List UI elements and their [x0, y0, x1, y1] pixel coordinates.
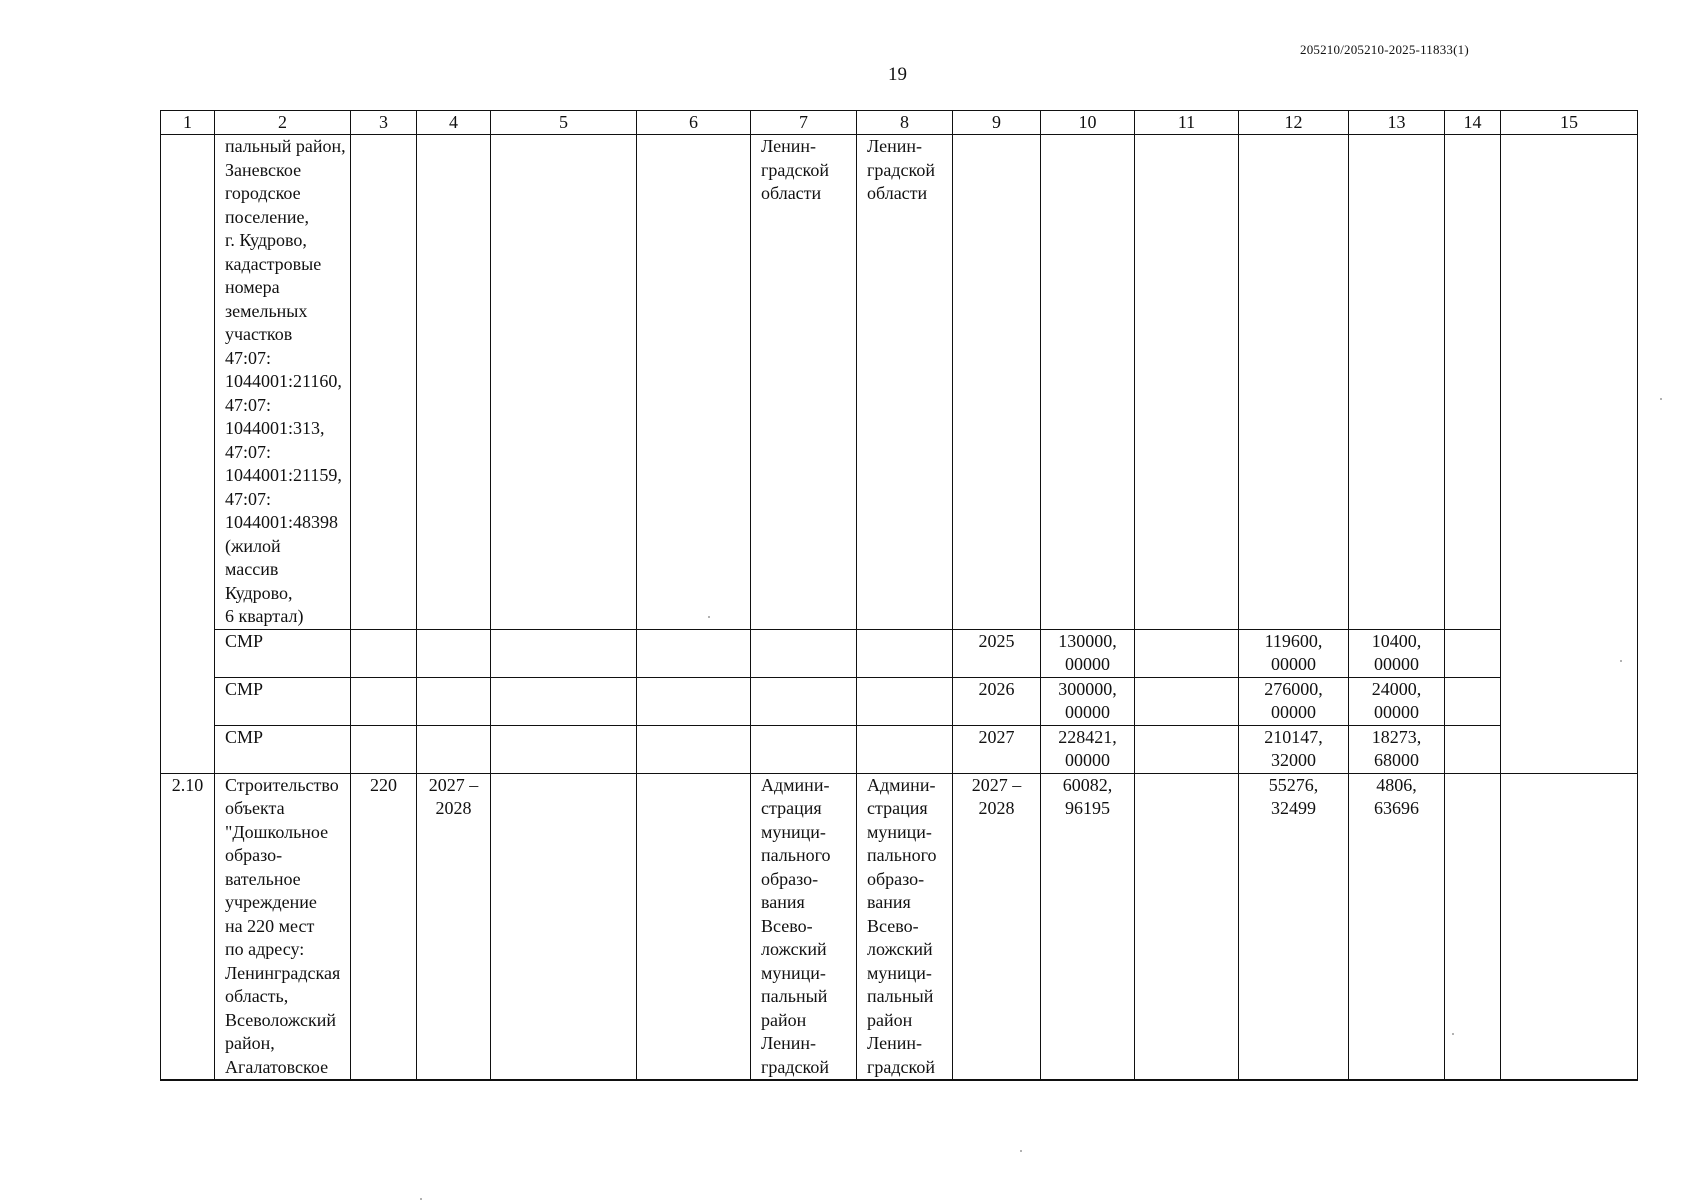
table-cell	[417, 629, 491, 677]
table-cell-object-description: пальный район, Заневское городское поселение, г. Кудрово, кадастровые номера земельных участков 47:07: 1044001:21160, 47:07: 1044001:313, 47:07: 1044001:21159, 47:07: 1044001:48398 (жилой массив Кудрово, 6 квартал)	[215, 135, 351, 630]
table-cell-year: 2025	[953, 629, 1041, 677]
table-cell	[1445, 677, 1501, 725]
table-cell-total-amount: 300000, 00000	[1041, 677, 1135, 725]
table-row-continued	[161, 135, 1638, 630]
table-cell	[637, 135, 751, 630]
table-cell	[417, 135, 491, 630]
table-cell	[351, 725, 417, 773]
table-cell-amount: 10400, 00000	[1349, 629, 1445, 677]
table-cell-year: 2027	[953, 725, 1041, 773]
table-cell	[1501, 725, 1638, 773]
table-row-smr	[161, 677, 1638, 725]
table-cell-amount: 24000, 00000	[1349, 677, 1445, 725]
program-table	[160, 110, 1638, 1081]
column-header: 11	[1135, 111, 1239, 135]
table-cell-total-amount: 60082, 96195	[1041, 773, 1135, 1080]
table-cell	[417, 725, 491, 773]
table-cell	[857, 629, 953, 677]
table-cell-amount: 119600, 00000	[1239, 629, 1349, 677]
table-cell-work-type: СМР	[215, 629, 351, 677]
table-cell-work-type: СМР	[215, 725, 351, 773]
table-cell	[491, 725, 637, 773]
scan-speck	[1660, 398, 1662, 400]
table-cell-object-description: Строительство объекта "Дошкольное образо- вательное учреждение на 220 мест по адресу: Ленинградская область, Всеволожский район, Агалатовское	[215, 773, 351, 1080]
table-cell	[351, 677, 417, 725]
scan-speck	[1620, 660, 1622, 662]
table-cell-year: 2027 – 2028	[953, 773, 1041, 1080]
document-registration-number: 205210/205210-2025-11833(1)	[1300, 42, 1469, 57]
table-cell-amount: 210147, 32000	[1239, 725, 1349, 773]
table-cell	[1135, 677, 1239, 725]
table-cell-amount: 55276, 32499	[1239, 773, 1349, 1080]
table-cell	[1501, 677, 1638, 725]
column-header: 9	[953, 111, 1041, 135]
table-cell-amount: 4806, 63696	[1349, 773, 1445, 1080]
column-header: 14	[1445, 111, 1501, 135]
table-cell-index	[161, 677, 215, 725]
table-cell	[491, 135, 637, 630]
table-cell	[1501, 629, 1638, 677]
table-cell	[751, 725, 857, 773]
table-cell-index: 2.10	[161, 773, 215, 1080]
column-header: 8	[857, 111, 953, 135]
scan-speck	[708, 616, 710, 618]
table-cell-customer: Админи- страция муници- пального образо- вания Всево- ложский муници- пальный район Ленин- градской	[751, 773, 857, 1080]
column-header: 5	[491, 111, 637, 135]
page-number: 19	[888, 64, 907, 85]
table-cell-developer: Админи- страция муници- пального образо- вания Всево- ложский муници- пальный район Ленин- градской	[857, 773, 953, 1080]
table-cell	[1445, 629, 1501, 677]
column-header: 7	[751, 111, 857, 135]
table-cell-amount: 276000, 00000	[1239, 677, 1349, 725]
table-cell-work-type: СМР	[215, 677, 351, 725]
table-cell	[351, 135, 417, 630]
table-cell	[417, 677, 491, 725]
table-cell	[491, 677, 637, 725]
column-header: 10	[1041, 111, 1135, 135]
table-cell	[1445, 135, 1501, 630]
table-cell	[1135, 135, 1239, 630]
table-cell	[751, 677, 857, 725]
table-cell	[953, 135, 1041, 630]
table-cell-index	[161, 629, 215, 677]
table-cell	[857, 725, 953, 773]
column-header: 6	[637, 111, 751, 135]
table-cell-developer: Ленин- градской области	[857, 135, 953, 630]
table-cell	[751, 629, 857, 677]
table-cell	[1135, 725, 1239, 773]
table-cell	[637, 629, 751, 677]
table-cell	[1349, 135, 1445, 630]
column-header: 15	[1501, 111, 1638, 135]
table-cell	[1501, 135, 1638, 630]
table-cell-index	[161, 725, 215, 773]
column-header: 12	[1239, 111, 1349, 135]
column-header: 1	[161, 111, 215, 135]
table-cell-index	[161, 135, 215, 630]
table-cell	[1501, 773, 1638, 1080]
column-header: 4	[417, 111, 491, 135]
column-number-header-row	[161, 111, 1638, 135]
column-header: 13	[1349, 111, 1445, 135]
table-cell	[1041, 135, 1135, 630]
column-header: 2	[215, 111, 351, 135]
table-cell-year: 2026	[953, 677, 1041, 725]
table-row-smr	[161, 629, 1638, 677]
table-row-item-2-10	[161, 773, 1638, 1080]
scan-speck	[1020, 1150, 1022, 1152]
table-cell	[351, 629, 417, 677]
table-cell-total-amount: 228421, 00000	[1041, 725, 1135, 773]
table-cell	[491, 629, 637, 677]
table-cell-total-amount: 130000, 00000	[1041, 629, 1135, 677]
column-header: 3	[351, 111, 417, 135]
table-cell-customer: Ленин- градской области	[751, 135, 857, 630]
table-cell	[1445, 725, 1501, 773]
table-row-smr	[161, 725, 1638, 773]
scan-speck	[1452, 1033, 1454, 1035]
table-cell-period: 2027 – 2028	[417, 773, 491, 1080]
table-cell-capacity: 220	[351, 773, 417, 1080]
table-cell	[637, 773, 751, 1080]
table-cell	[491, 773, 637, 1080]
table-cell-amount: 18273, 68000	[1349, 725, 1445, 773]
table-cell	[1135, 629, 1239, 677]
table-cell	[1135, 773, 1239, 1080]
table-cell	[637, 677, 751, 725]
table-cell	[1239, 135, 1349, 630]
table-cell	[857, 677, 953, 725]
table-cell	[637, 725, 751, 773]
